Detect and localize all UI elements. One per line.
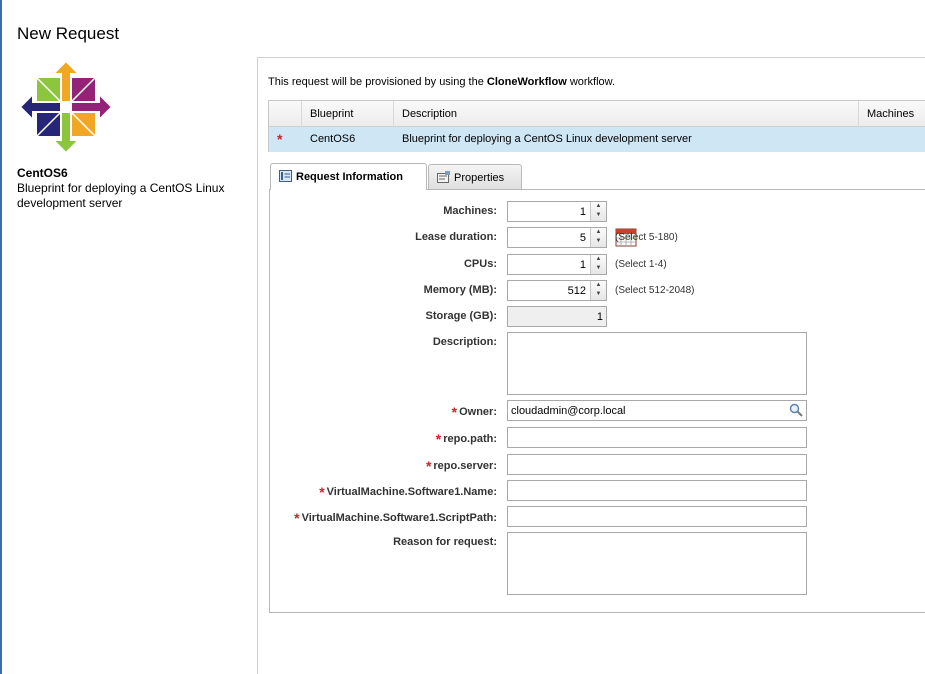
spin-down-icon[interactable]: ▼ (595, 238, 602, 244)
tab-properties[interactable] (428, 164, 522, 189)
spin-up-icon[interactable]: ▲ (595, 203, 602, 209)
request-info-icon (279, 170, 292, 182)
required-star-icon: * (319, 484, 325, 500)
spin-down-icon[interactable]: ▼ (595, 291, 602, 297)
software-name-label (319, 484, 497, 500)
machines-value: 1 (579, 206, 586, 218)
spin-up-icon[interactable]: ▲ (595, 256, 602, 262)
tab-properties-label: Properties (454, 172, 505, 184)
blueprint-name: CentOS6 (17, 166, 68, 180)
lease-duration-stepper[interactable] (507, 227, 607, 248)
tab-request-information-label: Request Information (296, 171, 403, 183)
software-scriptpath-label-text: VirtualMachine.Software1.ScriptPath: (301, 512, 497, 524)
grid-cell-description: Blueprint for deploying a CentOS Linux development server (402, 133, 692, 145)
workflow-note-suffix: workflow. (569, 76, 616, 88)
required-star-icon: * (435, 431, 442, 447)
repo-server-label (426, 458, 497, 474)
repo-server-label-text: repo.server: (433, 460, 497, 472)
grid-header-blueprint[interactable]: Blueprint (302, 101, 394, 127)
spin-up-icon[interactable]: ▲ (595, 282, 602, 288)
owner-label-text: Owner: (459, 406, 497, 418)
owner-field[interactable] (507, 400, 807, 421)
description-label: Description: (432, 336, 497, 348)
tab-request-information[interactable] (270, 163, 427, 190)
lease-duration-value: 5 (579, 232, 586, 244)
grid-header-marker (269, 101, 302, 127)
grid-header (269, 101, 925, 127)
memory-hint: (Select 512-2048) (615, 285, 695, 296)
storage-value: 1 (596, 311, 603, 323)
memory-stepper[interactable] (507, 280, 607, 301)
machines-label: Machines: (443, 205, 497, 217)
software-scriptpath-field[interactable] (507, 506, 807, 527)
software-name-label-text: VirtualMachine.Software1.Name: (326, 486, 497, 498)
repo-server-field[interactable] (507, 454, 807, 475)
grid-required-cell (269, 127, 302, 152)
storage-field (507, 306, 607, 327)
memory-value: 512 (567, 285, 586, 297)
required-star-icon: * (277, 131, 283, 147)
memory-stepper-arrows[interactable] (590, 281, 606, 300)
workflow-name: CloneWorkflow (486, 76, 567, 88)
properties-icon (437, 171, 450, 183)
grid-cell-machines (859, 127, 925, 152)
reason-label: Reason for request: (393, 536, 497, 548)
window-left-edge (0, 0, 2, 674)
grid-header-description[interactable]: Description (394, 101, 859, 127)
software-name-field[interactable] (507, 480, 807, 501)
cpus-stepper-arrows[interactable] (590, 255, 606, 274)
centos-logo-icon (19, 60, 113, 154)
owner-value: cloudadmin@corp.local (511, 405, 626, 417)
cpus-label: CPUs: (463, 258, 497, 270)
lease-duration-stepper-arrows[interactable] (590, 228, 606, 247)
grid-cell-blueprint: CentOS6 (310, 133, 356, 145)
grid-header-machines[interactable]: Machines (867, 108, 915, 120)
required-star-icon: * (451, 404, 458, 420)
workflow-note-prefix: This request will be provisioned by using the (268, 76, 484, 88)
software-scriptpath-label (294, 510, 497, 526)
blueprint-description: Blueprint for deploying a CentOS Linux development server (17, 181, 225, 210)
description-textarea[interactable] (507, 332, 807, 395)
blueprint-grid (268, 100, 925, 152)
repo-path-field[interactable] (507, 427, 807, 448)
repo-path-label-text: repo.path: (443, 433, 497, 445)
reason-textarea[interactable] (507, 532, 807, 595)
storage-label: Storage (GB): (425, 310, 497, 322)
page-title: New Request (17, 24, 120, 43)
cpus-hint: (Select 1-4) (615, 259, 667, 270)
required-star-icon: * (294, 510, 300, 526)
workflow-note (268, 76, 615, 88)
required-star-icon: * (425, 458, 432, 474)
memory-label: Memory (MB): (423, 284, 497, 296)
machines-stepper-arrows[interactable] (590, 202, 606, 221)
spin-down-icon[interactable]: ▼ (595, 265, 602, 271)
table-row[interactable] (269, 127, 925, 152)
lease-duration-hint: (Select 5-180) (615, 232, 678, 243)
spin-up-icon[interactable]: ▲ (595, 229, 602, 235)
cpus-stepper[interactable] (507, 254, 607, 275)
lease-duration-label: Lease duration: (415, 231, 497, 243)
spin-down-icon[interactable]: ▼ (595, 212, 602, 218)
repo-path-label (436, 431, 497, 447)
owner-label (452, 404, 497, 420)
cpus-value: 1 (579, 259, 586, 271)
machines-stepper[interactable] (507, 201, 607, 222)
search-icon[interactable] (789, 403, 803, 417)
